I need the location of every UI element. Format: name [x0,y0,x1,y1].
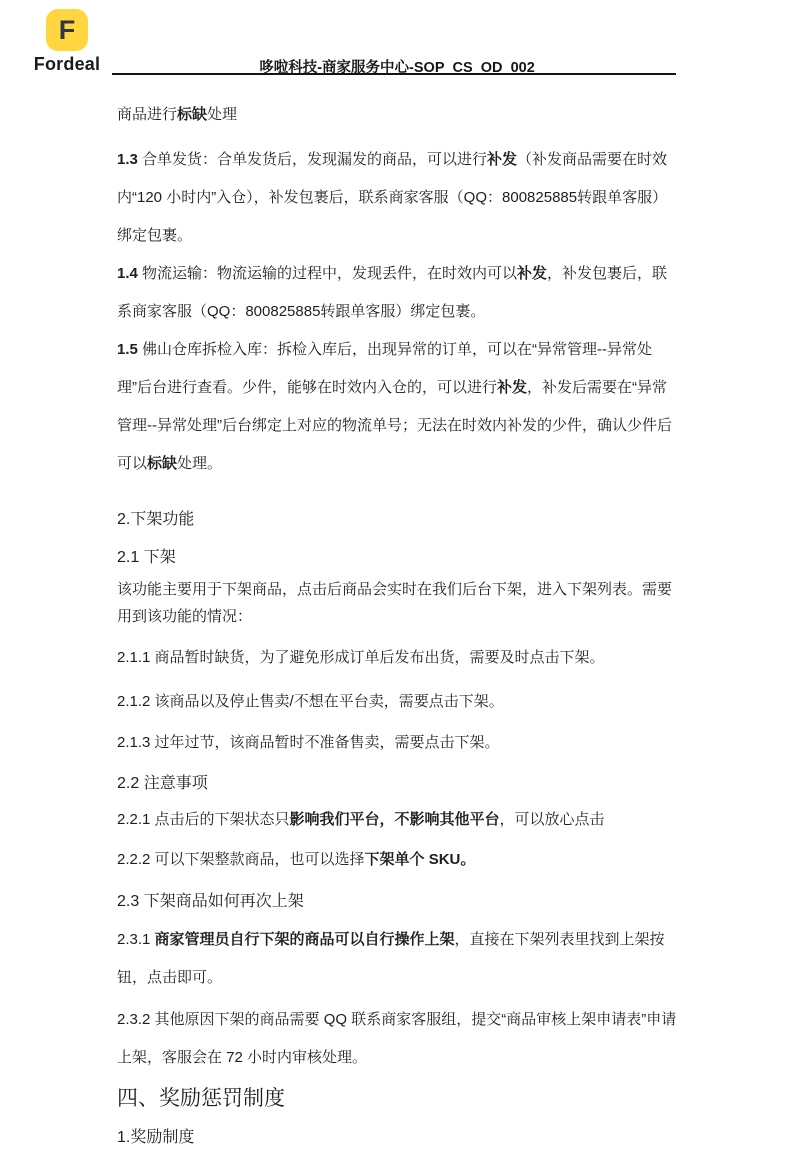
text-run: 2.3 下架商品如何再次上架 [117,893,304,910]
text-run: 2.下架功能 [117,511,195,528]
para-2-1-1 [117,639,677,677]
para-2-3-2 [117,1001,677,1077]
text-run: 佛山仓库拆检入库：拆检入库后，出现异常的订单，可以在“异常管理--异常处理”后台进行查看。少件，能够在时效内入仓的，可以进行 [117,341,653,396]
text-run: ，直接在下架列表里找到上架按钮，点击即可。 [117,931,665,986]
fordeal-logo-letter: F [58,14,76,45]
text-run-bold: 1.4 [117,265,138,282]
para-2-2-1 [117,801,677,839]
text-run: 1.奖励制度 [117,1129,195,1146]
text-run: 2.1.2 该商品以及停止售卖/不想在平台卖，需要点击下架。 [117,693,504,710]
text-run-bold: 1.5 [117,341,138,358]
text-run: ，补发包裹后，联系商家客服（QQ：800825885转跟单客服）绑定包裹。 [117,265,668,320]
para-1-3-consolidated-shipping [117,141,677,255]
para-2-3-1 [117,921,677,997]
text-run: 2.3.1 [117,931,155,948]
text-run-bold: 补发 [517,265,548,282]
text-run-bold: 下架单个 SKU。 [364,851,476,868]
para-2-1-3 [117,724,677,762]
heading-2-delist-function [117,507,677,533]
text-run: ，可以放心点击 [499,811,605,828]
text-run: 该功能主要用于下架商品，点击后商品会实时在我们后台下架，进入下架列表。需要用到该功能的情况： [117,581,673,625]
para-2-1-intro [117,576,677,630]
text-run-bold: 补发 [487,151,518,168]
text-run: 处理。 [177,455,223,472]
para-1-4-logistics [117,255,677,331]
heading-2-3-relist [117,889,677,915]
heading-4-reward-punishment [117,1084,677,1114]
para-1-5-foshan-warehouse [117,331,677,483]
text-run: 2.2.2 可以下架整款商品，也可以选择 [117,851,365,868]
para-2-1-2 [117,683,677,721]
text-run: 2.2.1 点击后的下架状态只 [117,811,290,828]
text-run: （补发商品需要在时效内“120 小时内”入仓），补发包裹后，联系商家客服（QQ：800825885转跟单客服）绑定包裹。 [117,151,668,244]
heading-4-1-reward-system [117,1125,677,1151]
fordeal-logo-wordmark: Fordeal [33,54,101,74]
text-run-bold: 1.3 [117,151,138,168]
text-run: 2.1.1 商品暂时缺货，为了避免形成订单后发布出货，需要及时点击下架。 [117,649,605,666]
heading-2-2-notes [117,771,677,797]
document-body [117,96,677,1151]
text-run-bold: 标缺 [177,106,208,123]
header-divider [112,73,676,75]
text-run: 2.1 下架 [117,549,176,566]
text-run-bold: 影响我们平台，不影响其他平台 [289,811,500,828]
text-run-bold: 商家管理员自行下架的商品可以自行操作上架 [154,931,455,948]
text-run: 四、奖励惩罚制度 [117,1087,285,1110]
para-2-2-2 [117,841,677,879]
para-mark-missing [117,96,677,134]
text-run: 处理 [207,106,238,123]
fordeal-logo-icon [46,9,88,51]
text-run-bold: 标缺 [147,455,178,472]
text-run-bold: 补发 [497,379,528,396]
text-run: 商品进行 [117,106,178,123]
heading-2-1-delist [117,545,677,571]
text-run: 合单发货：合单发货后，发现漏发的商品，可以进行 [137,151,488,168]
text-run: ，补发后需要在“异常管理--异常处理”后台绑定上对应的物流单号；无法在时效内补发的少件，确认少件后可以 [117,379,672,472]
text-run: 2.2 注意事项 [117,775,208,792]
text-run: 物流运输：物流运输的过程中，发现丢件，在时效内可以 [137,265,518,282]
text-run: 2.3.2 其他原因下架的商品需要 QQ 联系商家客服组，提交“商品审核上架申请表”申请上架，客服会在 72 小时内审核处理。 [117,1011,677,1066]
text-run: 2.1.3 过年过节，该商品暂时不准备售卖，需要点击下架。 [117,734,500,751]
document-header-title: 哆啦科技-商家服务中心-SOP_CS_OD_002 [259,60,535,76]
